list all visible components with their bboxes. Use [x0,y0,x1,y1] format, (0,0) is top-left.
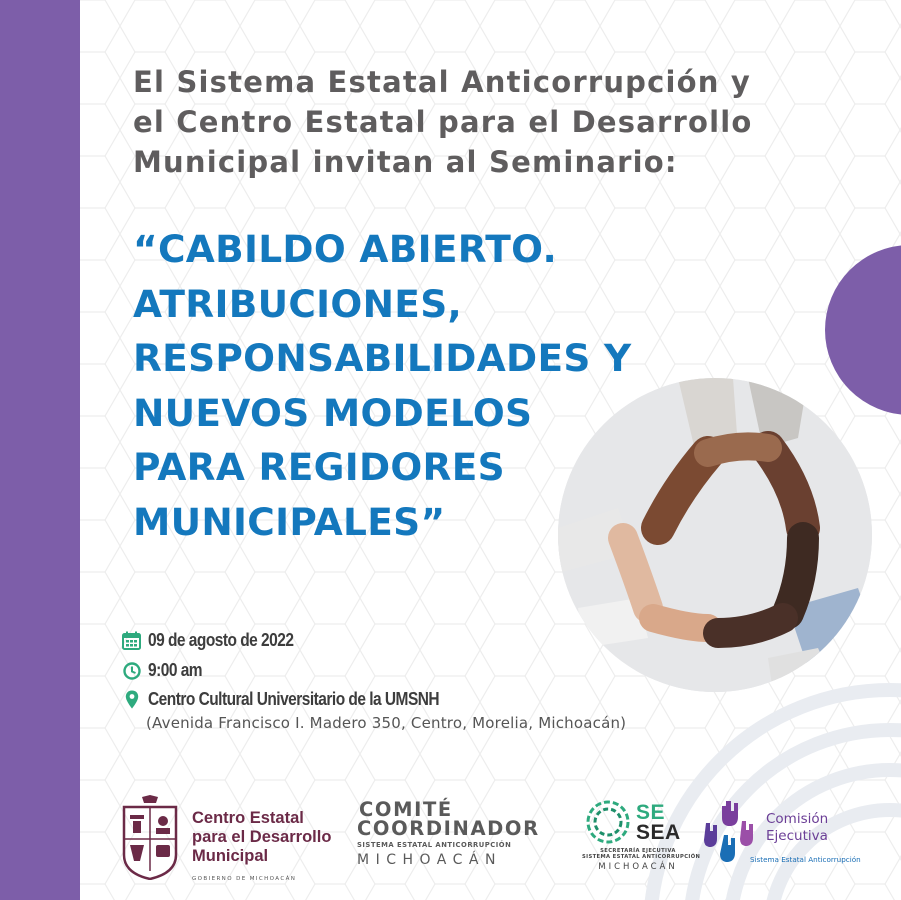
title-line-1: “CABILDO ABIERTO. [133,227,558,271]
sesea-line-3: MICHOACÁN [598,862,678,872]
cedm-sub: GOBIERNO DE MICHOACÁN [192,876,297,882]
intro-line-3: Municipal invitan al Seminario: [133,145,678,179]
comision-ejecutiva-logo [704,795,874,875]
comite-line-4: MICHOACÁN [357,852,502,868]
sesea-circle-icon [584,798,632,846]
event-date: 09 de agosto de 2022 [148,630,294,650]
hands-illustration [558,378,872,692]
sesea-sea: SEA [636,821,681,844]
location-pin-icon [121,689,142,710]
sesea-line-1: SECRETARÍA EJECUTIVA [600,848,676,854]
intro-line-1: El Sistema Estatal Anticorrupción y [133,65,752,99]
comision-line-2: Ejecutiva [766,828,828,844]
title-line-5: PARA REGIDORES [133,445,505,489]
cedm-logo [120,795,350,880]
event-venue: Centro Cultural Universitario de la UMSNH [148,689,440,709]
comite-line-3: SISTEMA ESTATAL ANTICORRUPCIÓN [357,841,512,849]
event-date-row [121,630,317,651]
hands-circle-photo [558,378,872,692]
title-line-6: MUNICIPALES” [133,499,446,544]
sesea-se: SE [636,801,666,824]
cedm-line-1: Centro Estatal [192,809,304,827]
event-time-row [121,660,211,681]
comite-line-1: COMITÉ [359,798,453,821]
sesea-logo [582,798,701,878]
event-address: (Avenida Francisco I. Madero 350, Centro, Morelia, Michoacán) [146,714,627,732]
comision-sub: Sistema Estatal Anticorrupción [750,855,861,864]
comision-line-1: Comisión [766,811,829,827]
left-purple-bar [0,0,80,900]
intro-line-2: el Centro Estatal para el Desarrollo [133,105,753,139]
event-venue-row [121,689,486,710]
title-line-4: NUEVOS MODELOS [133,390,533,435]
title-line-2: ATRIBUCIONES, [133,281,463,326]
cedm-line-2: para el Desarrollo [192,828,332,846]
intro-text [133,62,853,182]
calendar-icon [121,630,142,651]
title-line-3: RESPONSABILIDADES Y [133,336,632,380]
cedm-line-3: Municipal [192,847,269,865]
comite-line-2: COORDINADOR [357,817,540,840]
event-time: 9:00 am [148,660,203,680]
michoacan-shield-icon [120,795,180,880]
comite-coordinador-logo [357,800,557,875]
clock-icon [121,660,142,681]
sesea-line-2: SISTEMA ESTATAL ANTICORRUPCIÓN [582,854,701,860]
